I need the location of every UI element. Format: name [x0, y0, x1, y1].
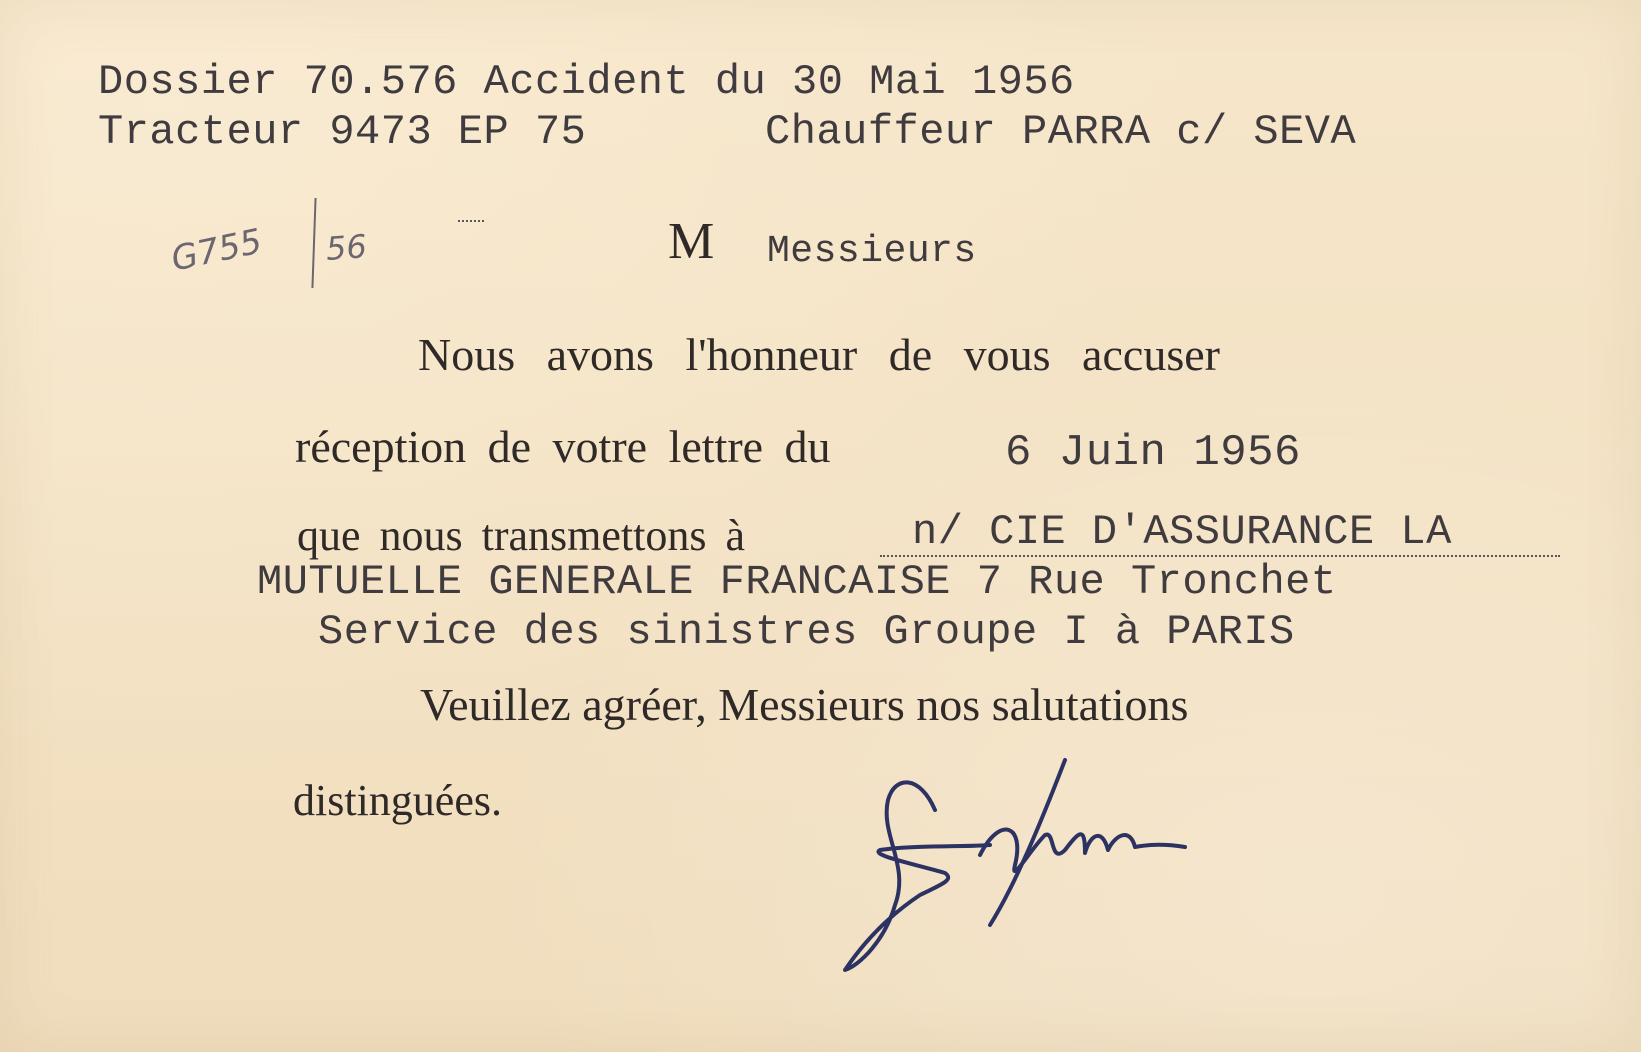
signature-stroke-loop: [845, 782, 990, 970]
header-tractor-line: Tracteur 9473 EP 75: [98, 108, 587, 156]
header-driver-line: Chauffeur PARRA c/ SEVA: [765, 108, 1357, 156]
handwritten-reference-right: 56: [324, 227, 368, 268]
faint-dot-mark: [458, 220, 484, 222]
salutation-typed: Messieurs: [767, 230, 977, 273]
header-dossier-line: Dossier 70.576 Accident du 30 Mai 1956: [98, 58, 1075, 106]
handwritten-signature: [840, 755, 1200, 985]
closing-line-veuillez: Veuillez agréer, Messieurs nos salutations: [420, 679, 1189, 730]
typed-insurer-line-3: Service des sinistres Groupe I à PARIS: [318, 608, 1295, 656]
closing-line-distinguees: distinguées.: [293, 776, 502, 825]
signature-strokes: [845, 760, 1185, 970]
typed-letter-date: 6 Juin 1956: [1005, 428, 1301, 478]
body-line-transmettons: que nous transmettons à: [297, 511, 746, 560]
body-line-reception: réception de votre lettre du: [295, 421, 831, 472]
body-line-honneur: Nous avons l'honneur de vous accuser: [418, 329, 1220, 380]
handwritten-reference-left: G755: [167, 221, 266, 280]
typed-insurer-line-2: MUTUELLE GENERALE FRANCAISE 7 Rue Tronchet: [257, 558, 1337, 606]
salutation-printed-initial: M: [668, 213, 715, 270]
typed-insurer-line-1: n/ CIE D'ASSURANCE LA: [912, 508, 1452, 556]
handwritten-reference-divider: [311, 198, 316, 288]
signature-stroke-tail: [980, 830, 1185, 871]
